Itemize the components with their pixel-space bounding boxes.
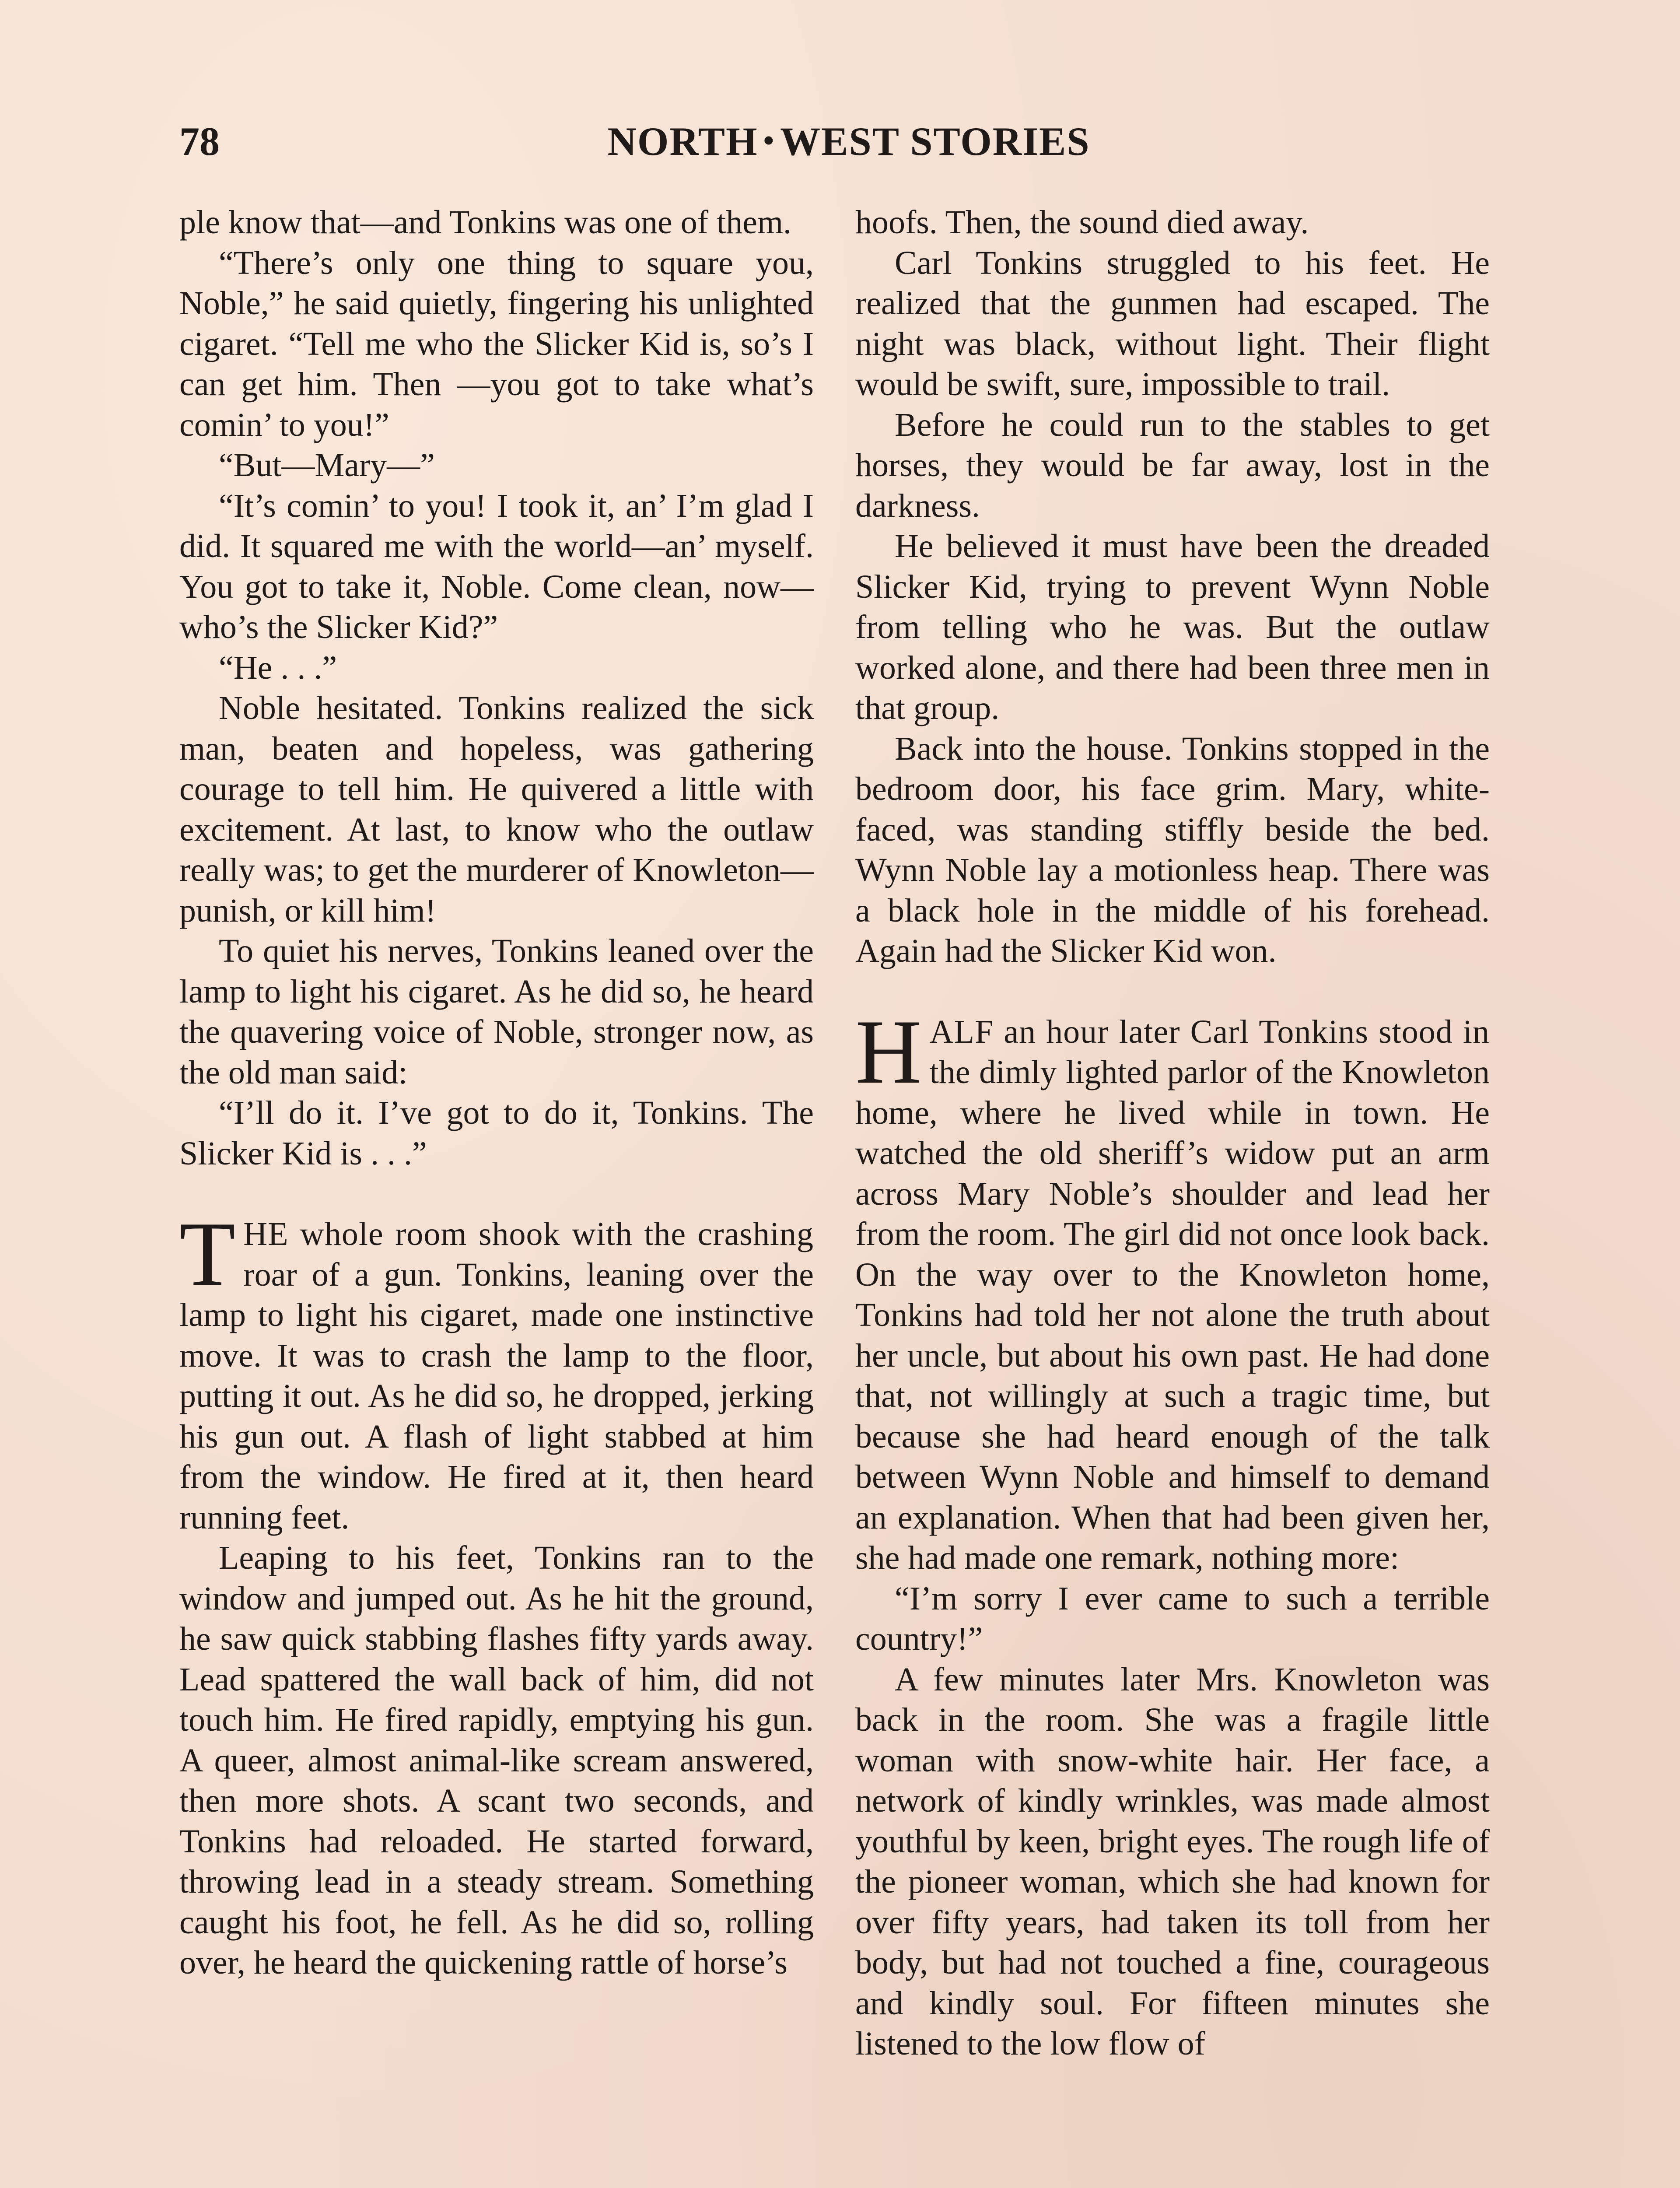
- magazine-title-right: WEST STORIES: [780, 119, 1090, 164]
- paragraph: “I’m sorry I ever came to such a terrible country!”: [855, 1580, 1490, 1657]
- magazine-title: [179, 118, 1518, 165]
- paragraph: To quiet his nerves, Tonkins leaned over the lamp to light his cigaret. As he did so, he heard the quavering voice of Noble, stronger now, as the old man said:: [179, 933, 814, 1091]
- paragraph: “There’s only one thing to square you, Noble,” he said quietly, fingering his unlighted cigaret. “Tell me who the Slicker Kid is, so’s I can get him. Then —you got to take what’s comin’ to you!”: [179, 244, 814, 443]
- paragraph: Leaping to his feet, Tonkins ran to the window and jumped out. As he hit the ground, he saw quick stabbing flashes fifty yards away. Lead spattered the wall back of him, did not touch him. He fired rapidly, emptying his gun. A queer, almost animal-like scream answered, then more shots. A scant two seconds, and Tonkins had reloaded. He started forward, throwing lead in a steady stream. Something caught his foot, he fell. As he did so, rolling over, he heard the quickening rattle of horse’s: [179, 1539, 814, 1981]
- paragraph: “I’ll do it. I’ve got to do it, Tonkins. The Slicker Kid is . . .”: [179, 1094, 814, 1172]
- paragraph: hoofs. Then, the sound died away.: [855, 204, 1309, 241]
- paragraph: “He . . .”: [219, 649, 337, 686]
- paragraph: Carl Tonkins struggled to his feet. He realized that the gunmen had escaped. The night was black, without light. Their flight would be swift, sure, impossible to trail.: [855, 244, 1490, 403]
- left-column: [179, 202, 814, 1983]
- section-opening-text: HE whole room shook with the crashing roar of a gun. Tonkins, leaning over the lamp to light his cigaret, made one instinctive move. It was to crash the lamp to the floor, putting it out. As he did so, he dropped, jerking his gun out. A flash of light stabbed at him from the window. He fired at it, then heard running feet.: [179, 1216, 814, 1536]
- page-header: [179, 118, 1518, 171]
- paragraph: “But—Mary—”: [219, 447, 435, 484]
- paragraph: He believed it must have been the dreaded Slicker Kid, trying to prevent Wynn Noble from telling who he was. But the outlaw worked alone, and there had been three men in that group.: [855, 528, 1490, 726]
- paragraph: ple know that—and Tonkins was one of them.: [179, 204, 792, 241]
- section-opening-text: ALF an hour later Carl Tonkins stood in the dimly lighted parlor of the Knowleton home, where he lived while in town. He watched the old sheriff’s widow put an arm across Mary Noble’s shoulder and lead her from the room. The girl did not once look back. On the way over to the Knowleton home, Tonkins had told her not alone the truth about her uncle, but about his own past. He had done that, not willingly at such a tragic time, but because she had heard enough of the talk between Wynn Noble and himself to demand an explanation. When that had been given her, she had made one remark, nothing more:: [855, 1013, 1490, 1576]
- title-separator: •: [763, 124, 775, 158]
- page-number: 78: [179, 119, 220, 164]
- magazine-title-left: NORTH: [607, 119, 758, 164]
- paragraph: Noble hesitated. Tonkins realized the sick man, beaten and hopeless, was gathering courage to tell him. He quivered a little with excitement. At last, to know who the outlaw really was; to get the murderer of Knowleton—punish, or kill him!: [179, 690, 814, 929]
- section-opening-paragraph: [855, 1001, 1490, 1578]
- paragraph: “It’s comin’ to you! I took it, an’ I’m glad I did. It squared me with the world—an’ myself. You got to take it, Noble. Come clean, now—who’s the Slicker Kid?”: [179, 487, 814, 645]
- section-opening-paragraph: [179, 1203, 814, 1538]
- drop-cap: T: [179, 1203, 236, 1305]
- paragraph: Before he could run to the stables to get horses, they would be far away, lost in the darkness.: [855, 406, 1490, 524]
- paragraph: Back into the house. Tonkins stopped in the bedroom door, his face grim. Mary, white-faced, was standing stiffly beside the bed. Wynn Noble lay a motionless heap. There was a black hole in the middle of his forehead. Again had the Slicker Kid won.: [855, 730, 1490, 969]
- paragraph: A few minutes later Mrs. Knowleton was back in the room. She was a fragile little woman with snow-white hair. Her face, a network of kindly wrinkles, was made almost youthful by keen, bright eyes. The rough life of the pioneer woman, which she had known for over fifty years, had taken its toll from her body, but had not touched a fine, courageous and kindly soul. For fifteen minutes she listened to the low flow of: [855, 1661, 1490, 2062]
- drop-cap: H: [855, 1001, 922, 1103]
- right-column: [855, 202, 1490, 2064]
